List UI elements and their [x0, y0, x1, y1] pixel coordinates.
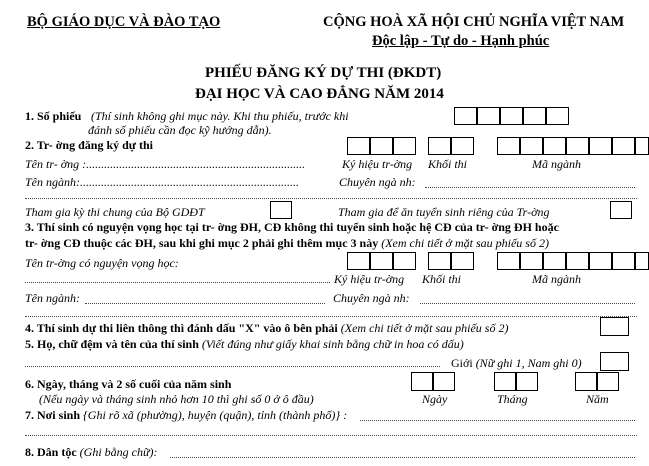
school-code-box[interactable]	[370, 137, 393, 155]
s7-note: {Ghi rõ xã (phường), huyện (quận), tỉnh (thành phố)} :	[83, 408, 348, 422]
birth-month-box[interactable]	[516, 372, 538, 391]
form-number-box[interactable]	[477, 107, 500, 125]
s3-major-name-line[interactable]	[85, 303, 325, 304]
form-number-box[interactable]	[454, 107, 477, 125]
major-code-box[interactable]	[497, 137, 520, 155]
nv-school-code-box[interactable]	[370, 252, 393, 270]
nv-major-code-box[interactable]	[589, 252, 612, 270]
s4-note: (Xem chi tiết ở mặt sau phiếu số 2)	[340, 321, 509, 335]
s4-row	[25, 322, 508, 334]
s3-major-name: Tên ngành:	[25, 291, 80, 305]
ministry-name: BỘ GIÁO DỤC VÀ ĐÀO TẠO	[27, 14, 221, 30]
birth-year-box[interactable]	[597, 372, 619, 391]
s3-line2-note: (Xem chi tiết ở mặt sau phiếu số 2)	[381, 236, 549, 250]
s5-row	[25, 338, 464, 350]
major-code-box[interactable]	[543, 137, 566, 155]
s6-note: (Nếu ngày và tháng sinh nhỏ hơn 10 thì ghi số 0 ở ô đầu)	[39, 392, 314, 406]
form-number-box[interactable]	[546, 107, 569, 125]
s3-school-name: Tên tr-ờng có nguyện vọng học:	[25, 256, 179, 270]
s2-own-exam-label: Tham gia để ăn tuyển sinh riêng của Tr-ờng	[338, 205, 550, 219]
birth-year-box[interactable]	[575, 372, 597, 391]
s3-line1: 3. Thí sinh có nguyện vọng học tại tr- ờng ĐH, CĐ không thi tuyển sinh hoặc hệ CĐ của tr- ờng ĐH hoặc	[25, 220, 559, 234]
s1-note-line2: đánh số phiếu cần đọc kỹ hướng dẫn).	[88, 123, 272, 137]
s2-specialization-line-2[interactable]	[25, 198, 637, 199]
form-number-box[interactable]	[500, 107, 523, 125]
nv-major-code-box[interactable]	[497, 252, 520, 270]
year-label: Năm	[586, 392, 609, 406]
s2-major-code-label: Mã ngành	[532, 157, 581, 171]
birth-month-box[interactable]	[494, 372, 516, 391]
s8-note: (Ghi bằng chữ):	[79, 445, 158, 459]
national-motto: Độc lập - Tự do - Hạnh phúc	[372, 33, 550, 49]
gender-label: Giới	[451, 356, 473, 370]
s7-row	[25, 409, 347, 421]
gender-box[interactable]	[600, 352, 629, 371]
s3-specialization-line[interactable]	[420, 303, 635, 304]
ethnicity-line[interactable]	[170, 457, 635, 458]
nv-exam-block-box[interactable]	[428, 252, 451, 270]
own-exam-checkbox[interactable]	[610, 201, 632, 219]
nv-major-code-box[interactable]	[612, 252, 635, 270]
nv-major-code-box[interactable]	[520, 252, 543, 270]
transfer-exam-checkbox[interactable]	[600, 317, 629, 336]
s3-specialization-label: Chuyên ngà nh:	[333, 291, 410, 305]
form-number-box[interactable]	[523, 107, 546, 125]
gender-row	[451, 357, 582, 369]
s3-specialization-line-2[interactable]	[25, 316, 637, 317]
s2-school-name: Tên tr- ờng :.........................................................................	[25, 157, 306, 171]
nv-exam-block-box[interactable]	[451, 252, 474, 270]
major-code-box[interactable]	[635, 137, 649, 155]
s3-school-name-line[interactable]	[25, 282, 330, 283]
s2-school-code-label: Ký hiệu tr-ờng	[342, 157, 413, 171]
nv-major-code-box[interactable]	[566, 252, 589, 270]
s2-joint-exam-label: Tham gia kỳ thi chung của Bộ GDĐT	[25, 205, 205, 219]
exam-block-box[interactable]	[428, 137, 451, 155]
major-code-box[interactable]	[520, 137, 543, 155]
major-code-box[interactable]	[589, 137, 612, 155]
school-code-box[interactable]	[347, 137, 370, 155]
s6-label: 6. Ngày, tháng và 2 số cuối của năm sinh	[25, 377, 232, 391]
s3-line2-bold: tr- ờng CĐ thuộc các ĐH, sau khi ghi mục 2 phải ghi thêm mục 3 này	[25, 236, 379, 250]
s8-label: 8. Dân tộc	[25, 445, 77, 459]
day-label: Ngày	[422, 392, 448, 406]
birth-day-box[interactable]	[411, 372, 433, 391]
birth-day-box[interactable]	[433, 372, 455, 391]
s2-major-name: Tên ngành:.........................................................................	[25, 175, 299, 189]
form-title: PHIẾU ĐĂNG KÝ DỰ THI (ĐKDT)	[205, 65, 442, 81]
s1-label: 1. Số phiếu	[25, 109, 82, 123]
s3-school-code-label: Ký hiệu tr-ờng	[334, 272, 405, 286]
joint-exam-checkbox[interactable]	[270, 201, 292, 219]
s1-note-line1: (Thí sinh không ghi mục này. Khi thu phiếu, trước khi	[91, 109, 349, 123]
birthplace-line-2[interactable]	[25, 435, 637, 436]
birthplace-line[interactable]	[360, 420, 635, 421]
s3-major-code-label: Mã ngành	[532, 272, 581, 286]
s2-exam-block-label: Khối thi	[428, 157, 468, 171]
nv-school-code-box[interactable]	[347, 252, 370, 270]
s3-line2	[25, 237, 549, 249]
major-code-box[interactable]	[566, 137, 589, 155]
nv-school-code-box[interactable]	[393, 252, 416, 270]
s5-note: (Viết đúng như giấy khai sinh bằng chữ in hoa có dấu)	[201, 337, 464, 351]
full-name-line[interactable]	[25, 366, 440, 367]
s2-specialization-line[interactable]	[425, 187, 635, 188]
republic-name: CỘNG HOÀ XÃ HỘI CHỦ NGHĨA VIỆT NAM	[323, 14, 625, 30]
s4-label: 4. Thí sinh dự thi liên thông thì đánh dấu "X" vào ô bên phải	[25, 321, 338, 335]
s8-row	[25, 446, 158, 458]
major-code-box[interactable]	[612, 137, 635, 155]
s3-exam-block-label: Khối thi	[422, 272, 462, 286]
exam-block-box[interactable]	[451, 137, 474, 155]
gender-note: (Nữ ghi 1, Nam ghi 0)	[475, 356, 582, 370]
s2-label: 2. Tr- ờng đăng ký dự thi	[25, 138, 153, 152]
s5-label: 5. Họ, chữ đệm và tên của thí sinh	[25, 337, 199, 351]
s2-specialization-label: Chuyên ngà nh:	[339, 175, 416, 189]
form-subtitle: ĐẠI HỌC VÀ CAO ĐẲNG NĂM 2014	[195, 86, 444, 102]
nv-major-code-box[interactable]	[543, 252, 566, 270]
s7-label: 7. Nơi sinh	[25, 408, 80, 422]
month-label: Tháng	[497, 392, 528, 406]
school-code-box[interactable]	[393, 137, 416, 155]
nv-major-code-box[interactable]	[635, 252, 649, 270]
